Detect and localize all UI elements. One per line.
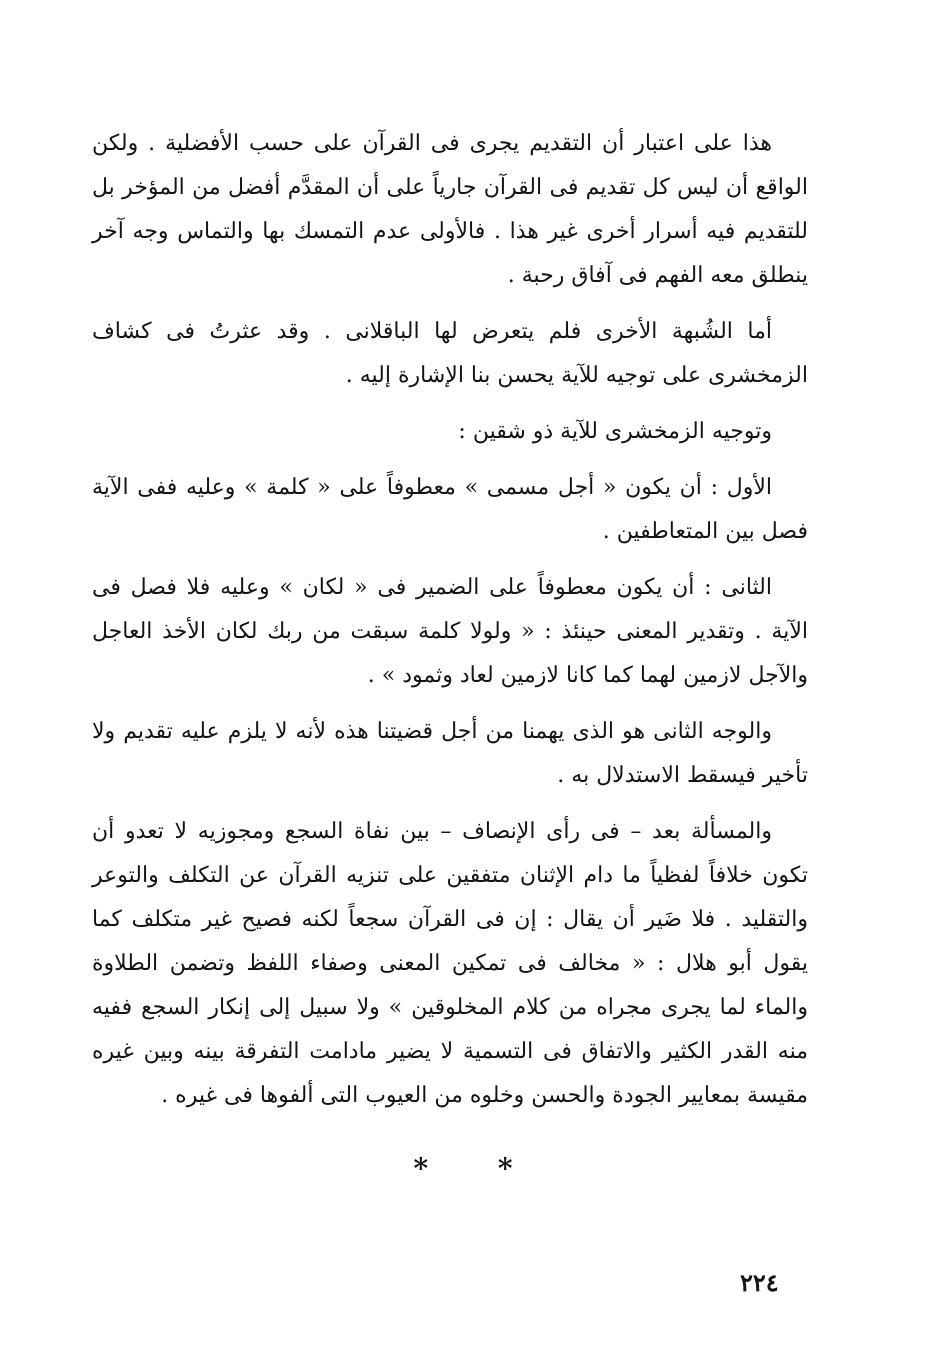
paragraph: وتوجيه الزمخشرى للآية ذو شقين :: [458, 419, 772, 444]
paragraph: هذا على اعتبار أن التقديم يجرى فى القرآن على حسب الأفضلية . ولكن الواقع أن ليس كل تقديم فى القرآن جارياً على أن المقدَّم أفضل من المؤخر بل للتقديم فيه أسرار أخرى غير هذا . فالأولى عدم التمسك بها والتماس وجه آخر ينطلق معه الفهم فى آفاق رحبة .: [92, 131, 808, 288]
asterisk-separator: *: [497, 1152, 513, 1185]
paragraph: الثانى : أن يكون معطوفاً على الضمير فى « لكان » وعليه فلا فصل فى الآية . وتقدير المعنى حينئذ : « ولولا كلمة سبقت من ربك لكان الأخذ العاجل والآجل لازمين لهما كما كانا لازمين لعاد وثمود » .: [92, 575, 808, 688]
page-number: ٢٢٤: [740, 1268, 779, 1297]
paragraph: والوجه الثانى هو الذى يهمنا من أجل قضيتنا هذه لأنه لا يلزم عليه تقديم ولا تأخير فيسقط الاستدلال به .: [92, 719, 808, 788]
paragraph: الأول : أن يكون « أجل مسمى » معطوفاً على « كلمة » وعليه ففى الآية فصل بين المتعاطفين .: [92, 475, 808, 544]
section-separator: [0, 1152, 926, 1185]
body-text: [92, 122, 808, 1130]
asterisk-separator: *: [413, 1152, 429, 1185]
paragraph: أما الشُبهة الأخرى فلم يتعرض لها الباقلانى . وقد عثرتُ فى كشاف الزمخشرى على توجيه للآية يحسن بنا الإشارة إليه .: [92, 319, 808, 388]
paragraph: والمسألة بعد – فى رأى الإنصاف – بين نفاة السجع ومجوزيه لا تعدو أن تكون خلافاً لفظياً ما دام الإثنان متفقين على تنزيه القرآن عن التكلف والتوعر والتقليد . فلا ضَير أن يقال : إن فى القرآن سجعاً لكنه فصيح غير متكلف كما يقول أبو هلال : « مخالف فى تمكين المعنى وصفاء اللفظ وتضمن الطلاوة والماء لما يجرى مجراه من كلام المخلوقين » ولا سبيل إلى إنكار السجع ففيه منه القدر الكثير والاتفاق فى التسمية لا يضير مادامت التفرقة بينه وبين غيره مقيسة بمعايير الجودة والحسن وخلوه من العيوب التى ألفوها فى غيره .: [92, 819, 808, 1108]
